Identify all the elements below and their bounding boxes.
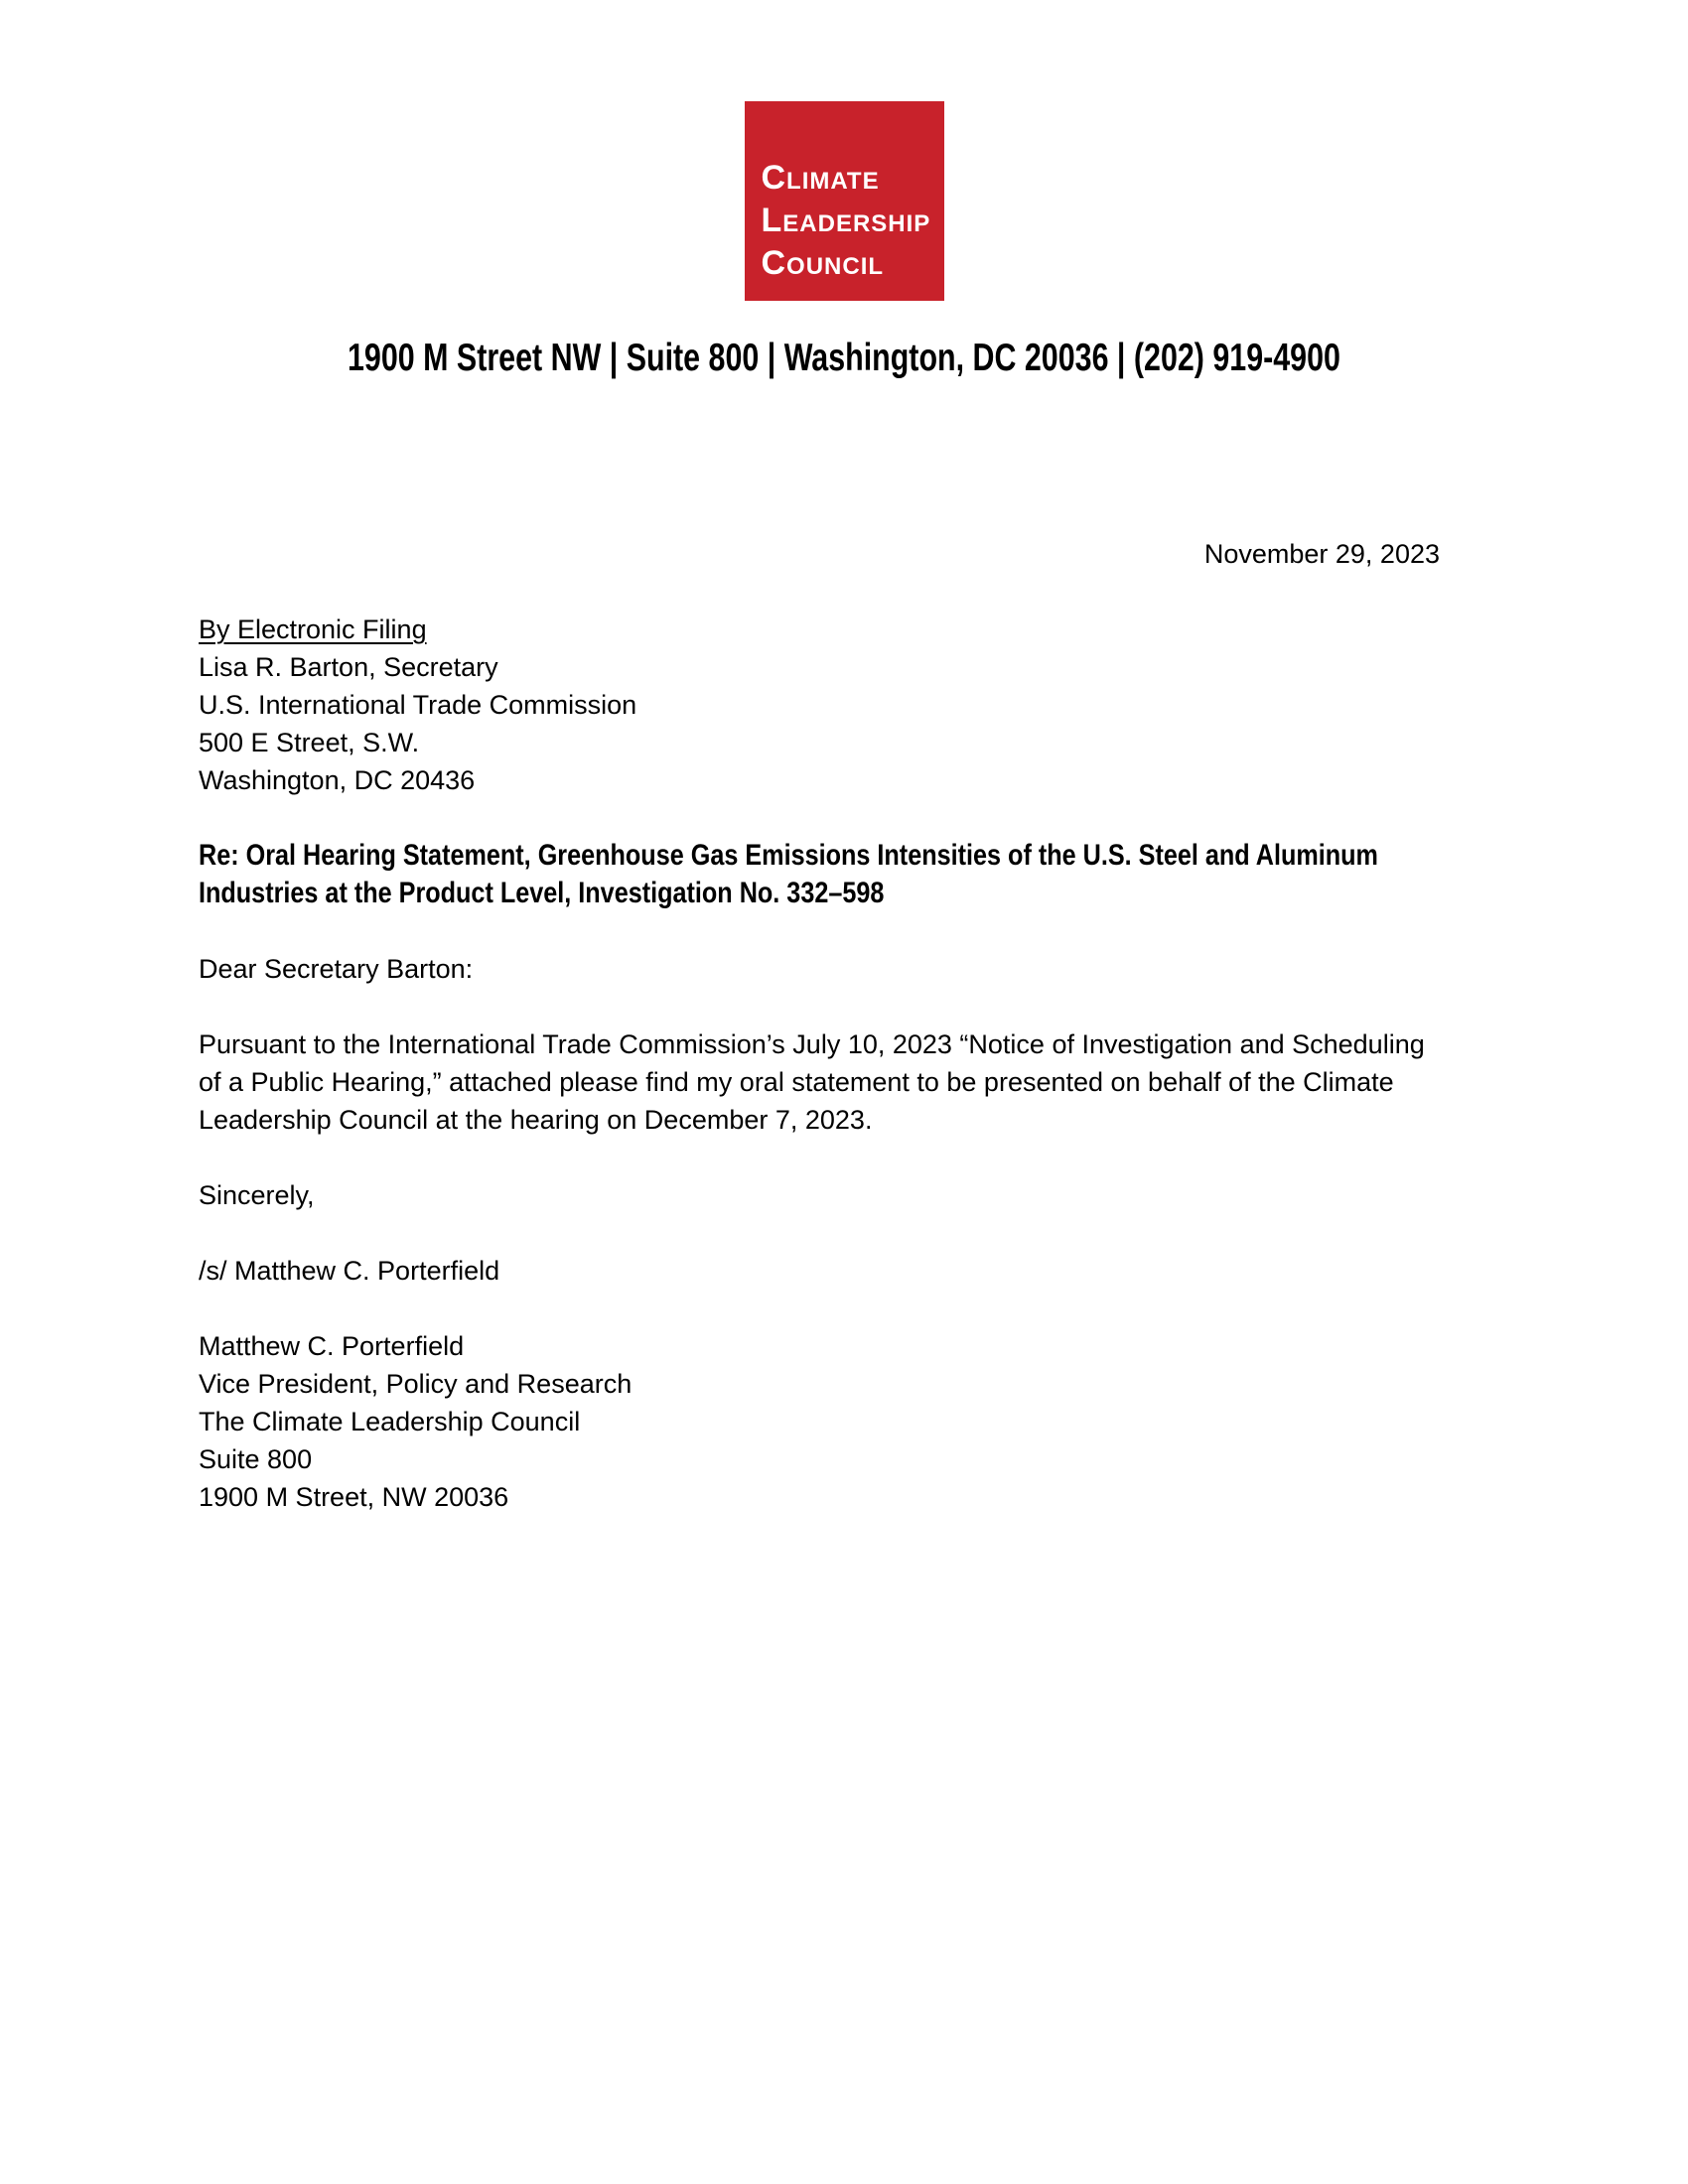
recipient-street-line: 500 E Street, S.W. [199, 728, 420, 757]
spacer [199, 573, 1489, 611]
signer-suite-line: Suite 800 [199, 1444, 313, 1474]
spacer [199, 1139, 1489, 1176]
salutation-line: Dear Secretary Barton: [199, 954, 474, 984]
closing-line: Sincerely, [199, 1180, 315, 1210]
recipient-city-line: Washington, DC 20436 [199, 765, 476, 795]
letter-body [199, 535, 1489, 1516]
header-contact-text: 1900 M Street NW | Suite 800 | Washington, DC 20036 | (202) 919-4900 [348, 337, 1340, 379]
signer-name-line: Matthew C. Porterfield [199, 1331, 465, 1361]
body-paragraph-line-2: of a Public Hearing,” attached please find my oral statement to be presented on behalf of the Climate [199, 1067, 1394, 1097]
spacer [199, 799, 1489, 837]
recipient-organization-line: U.S. International Trade Commission [199, 690, 637, 720]
recipient-name-line: Lisa R. Barton, Secretary [199, 652, 498, 682]
subject-line-2 [199, 875, 1489, 912]
logo-text-leadership: Leadership [761, 202, 931, 239]
climate-leadership-council-logo [745, 101, 944, 301]
spacer [199, 1214, 1489, 1252]
signer-organization-line: The Climate Leadership Council [199, 1407, 581, 1436]
electronic-signature-line: /s/ Matthew C. Porterfield [199, 1256, 500, 1286]
logo-text-council: Council [761, 244, 885, 282]
subject-line-1 [199, 837, 1489, 875]
spacer [199, 988, 1489, 1025]
subject-text-2: Industries at the Product Level, Investigation No. 332–598 [199, 877, 885, 909]
body-paragraph-line-1: Pursuant to the International Trade Commission’s July 10, 2023 “Notice of Investigation and Scheduling [199, 1029, 1425, 1059]
body-paragraph-line-3: Leadership Council at the hearing on December 7, 2023. [199, 1105, 873, 1135]
spacer [199, 1290, 1489, 1327]
date-line: November 29, 2023 [1203, 539, 1440, 569]
logo-text-block [745, 101, 944, 285]
signer-title-line: Vice President, Policy and Research [199, 1369, 633, 1399]
signer-address-line: 1900 M Street, NW 20036 [199, 1482, 509, 1512]
spacer [199, 912, 1489, 950]
delivery-method-line: By Electronic Filing [199, 614, 427, 644]
header-contact-line [0, 337, 1688, 380]
subject-text-1: Re: Oral Hearing Statement, Greenhouse Gas Emissions Intensities of the U.S. Steel and Aluminum [199, 839, 1378, 872]
logo-text-climate: Climate [761, 159, 880, 197]
